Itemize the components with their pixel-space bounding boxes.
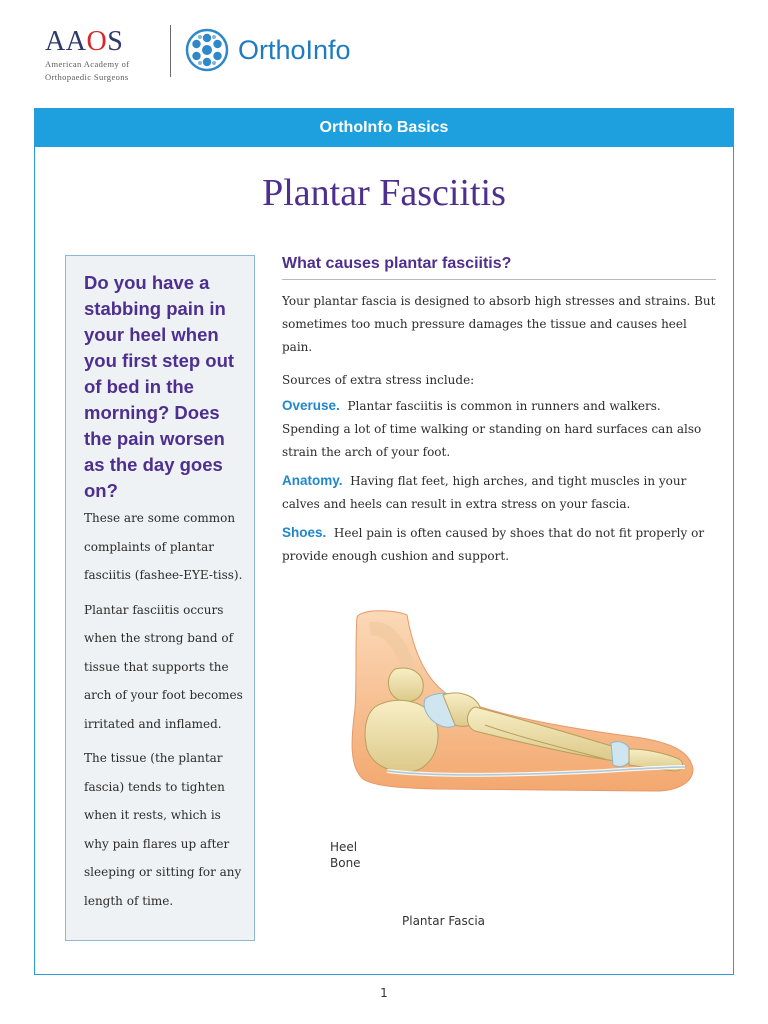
banner-label: OrthoInfo Basics — [319, 119, 449, 136]
header-divider — [170, 25, 171, 77]
sidebar-heading: Do you have a stabbing pain in your heel when you first step out of bed in the morning? Does the pain worsen as the day goes on? — [84, 272, 235, 501]
aaos-letters-aa: AA — [45, 26, 87, 57]
sidebar-paragraph: The tissue (the plantar fascia) tends to tighten when it rests, which is why pain flares up after sleeping or sitting for any length of time. — [84, 751, 242, 908]
cause-item-overuse — [282, 394, 716, 464]
page-title: Plantar Fasciitis — [262, 172, 506, 214]
cause-text: Plantar fasciitis is common in runners and walkers. Spending a lot of time walking or standing on hard surfaces can also strain the arch of your foot. — [282, 399, 702, 459]
cause-item-shoes — [282, 521, 716, 568]
page-number: 1 — [380, 986, 388, 1000]
label-heel-line2: Bone — [330, 856, 361, 870]
page-header — [0, 0, 768, 96]
sidebar-callout — [65, 255, 255, 941]
cause-text: Heel pain is often caused by shoes that do not fit properly or provide enough cushion and support. — [282, 526, 705, 563]
aaos-subtitle-line1: American Academy of — [45, 59, 130, 69]
foot-anatomy-figure — [275, 599, 715, 928]
main-column — [282, 253, 716, 568]
cause-item-anatomy — [282, 469, 716, 516]
cause-text: Having flat feet, high arches, and tight muscles in your calves and heels can result in extra stress on your fascia. — [282, 474, 687, 511]
cause-term: Anatomy. — [282, 473, 343, 488]
aaos-wordmark — [45, 28, 130, 56]
sidebar-paragraph: Plantar fasciitis occurs when the strong band of tissue that supports the arch of your foot becomes irritated and inflamed. — [84, 602, 243, 731]
label-plantar-fascia: Plantar Fascia — [402, 914, 486, 928]
label-heel-bone — [330, 839, 361, 871]
section-banner — [35, 109, 733, 147]
cause-term: Shoes. — [282, 525, 327, 540]
sources-lead: Sources of extra stress include: — [282, 373, 475, 387]
orthoinfo-globe-icon[interactable] — [185, 28, 229, 72]
aaos-letter-o: O — [86, 26, 108, 57]
aaos-logo[interactable] — [45, 28, 130, 82]
orthoinfo-brand[interactable]: OrthoInfo — [238, 35, 351, 65]
content-card — [34, 108, 734, 975]
cause-term: Overuse. — [282, 398, 340, 413]
aaos-subtitle-line2: Orthopaedic Surgeons — [45, 72, 129, 82]
aaos-letter-s: S — [107, 26, 124, 57]
label-heel-line1: Heel — [330, 840, 358, 854]
sidebar-paragraph: These are some common complaints of plantar fasciitis (fashee-EYE-tiss). — [84, 511, 243, 582]
foot-illustration — [275, 599, 715, 829]
section-heading: What causes plantar fasciitis? — [282, 253, 716, 280]
intro-paragraph: Your plantar fascia is designed to absorb high stresses and strains. But sometimes too much pressure damages the tissue and causes heel pain. — [282, 294, 716, 354]
